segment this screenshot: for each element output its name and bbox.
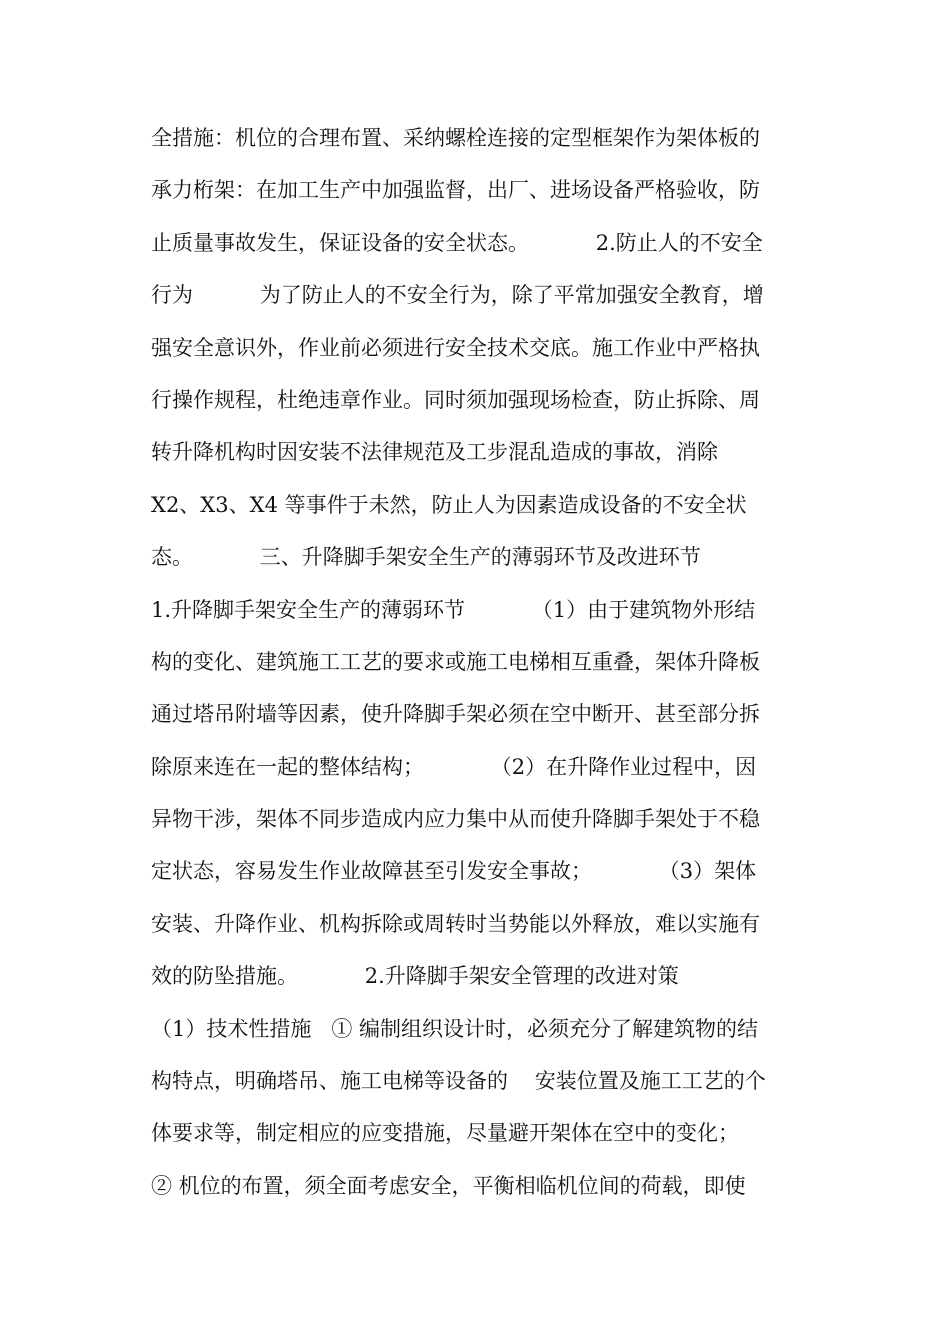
text-line-11: 构的变化、建筑施工工艺的要求或施工电梯相互重叠，架体升降板 (151, 649, 760, 674)
text-line-21: ② 机位的布置，须全面考虑安全，平衡相临机位间的荷载，即使 (151, 1173, 746, 1198)
text-line-20: 体要求等，制定相应的应变措施，尽量避开架体在空中的变化； (151, 1121, 739, 1146)
text-line-10: 1.升降脚手架安全生产的薄弱环节 （1）由于建筑物外形结 (151, 597, 756, 622)
text-line-5: 强安全意识外，作业前必须进行安全技术交底。施工作业中严格执 (151, 335, 760, 360)
text-line-12: 通过塔吊附墙等因素，使升降脚手架必须在空中断开、甚至部分拆 (151, 702, 760, 727)
text-line-9: 态。 三、升降脚手架安全生产的薄弱环节及改进环节 (151, 545, 701, 570)
text-line-19: 构特点，明确塔吊、施工电梯等设备的 安装位置及施工工艺的个 (151, 1069, 766, 1094)
text-line-13: 除原来连在一起的整体结构； （2）在升降作业过程中，因 (151, 754, 757, 779)
text-line-4: 行为 为了防止人的不安全行为，除了平常加强安全教育，增 (151, 283, 764, 308)
text-line-6: 行操作规程，杜绝违章作业。同时须加强现场检查，防止拆除、周 (151, 387, 760, 412)
text-line-8: X2、X3、X4 等事件于未然，防止人为因素造成设备的不安全状 (151, 492, 747, 517)
text-line-3: 止质量事故发生，保证设备的安全状态。 2.防止人的不安全 (151, 230, 763, 255)
body-text (151, 118, 811, 1218)
text-line-14: 异物干涉，架体不同步造成内应力集中从而使升降脚手架处于不稳 (151, 807, 760, 832)
text-line-15: 定状态，容易发生作业故障甚至引发安全事故； （3）架体 (151, 859, 757, 884)
text-line-16: 安装、升降作业、机构拆除或周转时当势能以外释放，难以实施有 (151, 911, 760, 936)
text-line-18: （1）技术性措施 ① 编制组织设计时，必须充分了解建筑物的结 (151, 1016, 759, 1041)
text-line-17: 效的防坠措施。 2.升降脚手架安全管理的改进对策 (151, 964, 679, 989)
text-line-2: 承力桁架：在加工生产中加强监督，出厂、进场设备严格验收，防 (151, 178, 760, 203)
text-line-7: 转升降机构时因安装不法律规范及工步混乱造成的事故，消除 (151, 440, 718, 465)
text-line-1: 全措施：机位的合理布置、采纳螺栓连接的定型框架作为架体板的 (151, 126, 760, 150)
